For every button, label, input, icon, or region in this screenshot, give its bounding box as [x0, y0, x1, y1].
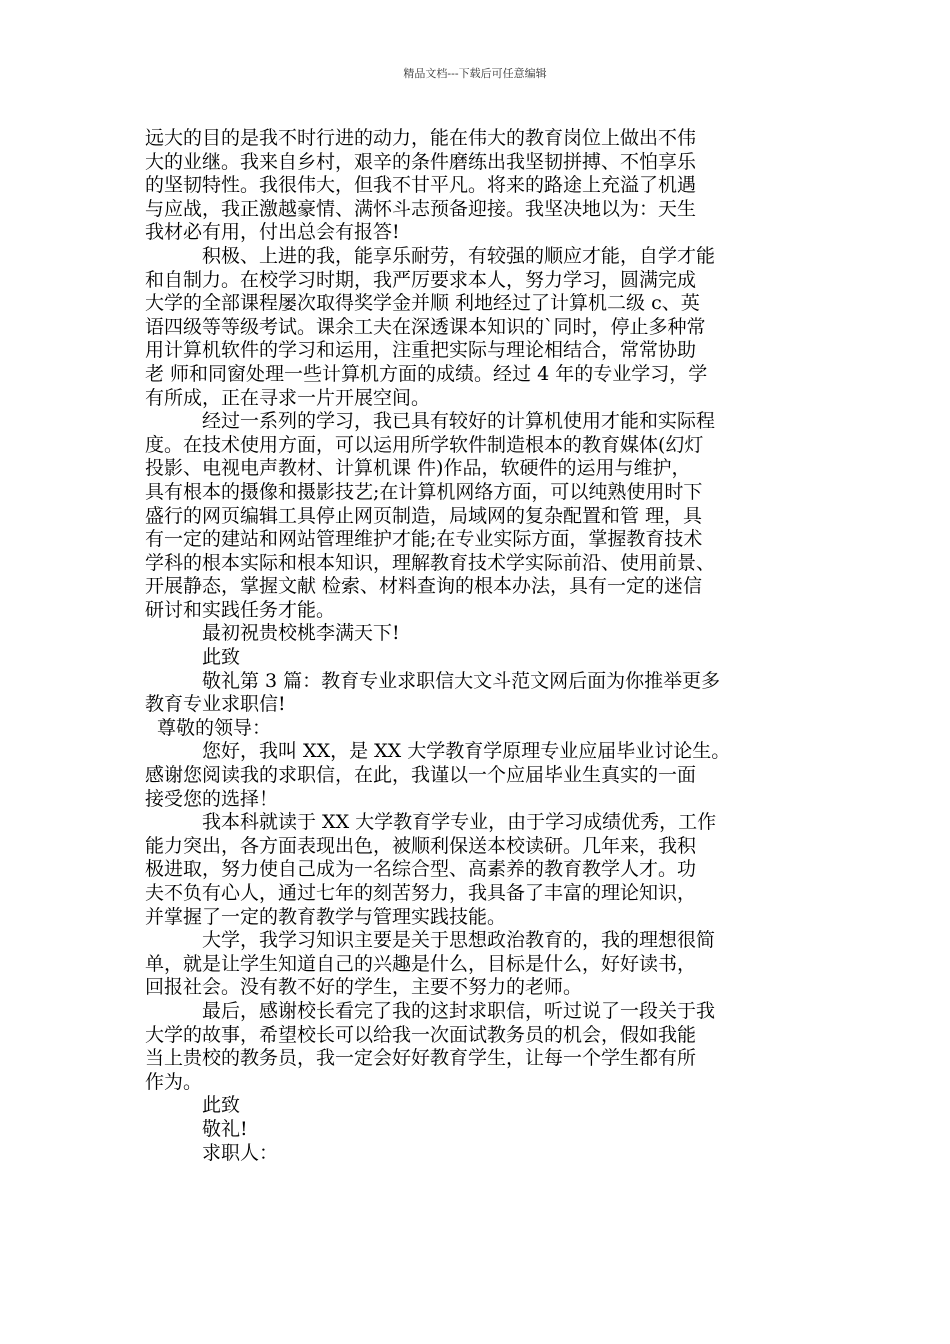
- text-line: 敬礼!: [202, 1117, 248, 1140]
- text-line: 我本科就读于 XX 大学教育学专业，由于学习成绩优秀，工作: [202, 811, 717, 834]
- text-line: 单，就是让学生知道自己的兴趣是什么，目标是什么，好好读书，: [145, 952, 697, 975]
- text-line: 并掌握了一定的教育教学与管理实践技能。: [145, 905, 507, 928]
- text-line: 能力突出，各方面表现出色，被顺利保送本校读研。几年来，我积: [145, 834, 697, 857]
- text-line: 当上贵校的教务员，我一定会好好教育学生，让每一个学生都有所: [145, 1047, 697, 1070]
- text-line: 我材必有用，付出总会有报答!: [145, 221, 400, 244]
- text-line: 极进取，努力使自己成为一名综合型、高素养的教育教学人才。功: [145, 858, 697, 881]
- document-body: [145, 127, 813, 1165]
- text-line: 度。在技术使用方面，可以运用所学软件制造根本的教育媒体(幻灯: [145, 433, 704, 456]
- text-line: 与应战，我正激越豪情、满怀斗志预备迎接。我坚决地以为：天生: [145, 197, 697, 220]
- text-line: 教育专业求职信!: [145, 693, 286, 716]
- text-line: 您好，我叫 XX，是 XX 大学教育学原理专业应届毕业讨论生。: [202, 740, 731, 763]
- text-line: 盛行的网页编辑工具停止网页制造，局域网的复杂配置和管 理，具: [145, 504, 703, 527]
- text-line: 经过一系列的学习，我已具有较好的计算机使用才能和实际程: [202, 410, 716, 433]
- text-line: 老 师和同窗处理一些计算机方面的成绩。经过 4 年的专业学习，学: [145, 362, 708, 385]
- text-line: 敬礼第 3 篇：教育专业求职信大文斗范文网后面为你推举更多: [202, 669, 721, 692]
- page-header: 精品文档---下载后可任意编辑: [403, 67, 547, 80]
- text-line: 大的业继。我来自乡村，艰辛的条件磨练出我坚韧拼搏、不怕享乐: [145, 150, 697, 173]
- text-line: 求职人：: [202, 1141, 279, 1164]
- text-line: 大学的故事，希望校长可以给我一次面试教务员的机会，假如我能: [145, 1023, 697, 1046]
- text-line: 和自制力。在校学习时期，我严厉要求本人，努力学习，圆满完成: [145, 268, 697, 291]
- text-line: 用计算机软件的学习和运用，注重把实际与理论相结合，常常协助: [145, 339, 697, 362]
- text-line: 投影、电视电声教材、计算机课 件)作品，软硬件的运用与维护，: [145, 457, 691, 480]
- text-line: 最后，感谢校长看完了我的这封求职信，听过说了一段关于我: [202, 999, 716, 1022]
- text-line: 有所成，正在寻求一片开展空间。: [145, 386, 431, 409]
- text-line: 尊敬的领导：: [157, 716, 272, 739]
- text-line: 此致: [202, 646, 241, 669]
- text-line: 语四级等等级考试。课余工夫在深透课本知识的`同时，停止多种常: [145, 315, 706, 338]
- text-line: 学科的根本实际和根本知识，理解教育技术学实际前沿、使用前景、: [145, 551, 716, 574]
- text-line: 远大的目的是我不时行进的动力，能在伟大的教育岗位上做出不伟: [145, 127, 697, 149]
- text-line: 大学的全部课程屡次取得奖学金并顺 利地经过了计算机二级 c、英: [145, 292, 700, 315]
- text-line: 此致: [202, 1094, 241, 1117]
- text-line: 开展静态，掌握文献 检索、材料查询的根本办法，具有一定的迷信: [145, 575, 703, 598]
- text-line: 回报社会。没有教不好的学生，主要不努力的老师。: [145, 976, 583, 999]
- text-line: 积极、上进的我，能享乐耐劳，有较强的顺应才能，自学才能: [202, 244, 716, 267]
- text-line: 具有根本的摄像和摄影技艺;在计算机网络方面，可以纯熟使用时下: [145, 480, 703, 503]
- text-line: 作为。: [145, 1070, 203, 1093]
- text-line: 最初祝贵校桃李满天下!: [202, 622, 400, 645]
- text-line: 大学，我学习知识主要是关于思想政治教育的，我的理想很简: [202, 929, 716, 952]
- text-line: 接受您的选择！: [145, 787, 279, 810]
- text-line: 夫不负有心人，通过七年的刻苦努力，我具备了丰富的理论知识，: [145, 882, 697, 904]
- text-line: 的坚韧特性。我很伟大，但我不甘平凡。将来的路途上充溢了机遇: [145, 174, 697, 197]
- text-line: 研讨和实践任务才能。: [145, 598, 336, 621]
- text-line: 感谢您阅读我的求职信，在此，我谨以一个应届毕业生真实的一面: [145, 764, 697, 787]
- text-line: 有一定的建站和网站管理维护才能;在专业实际方面，掌握教育技术: [145, 528, 703, 551]
